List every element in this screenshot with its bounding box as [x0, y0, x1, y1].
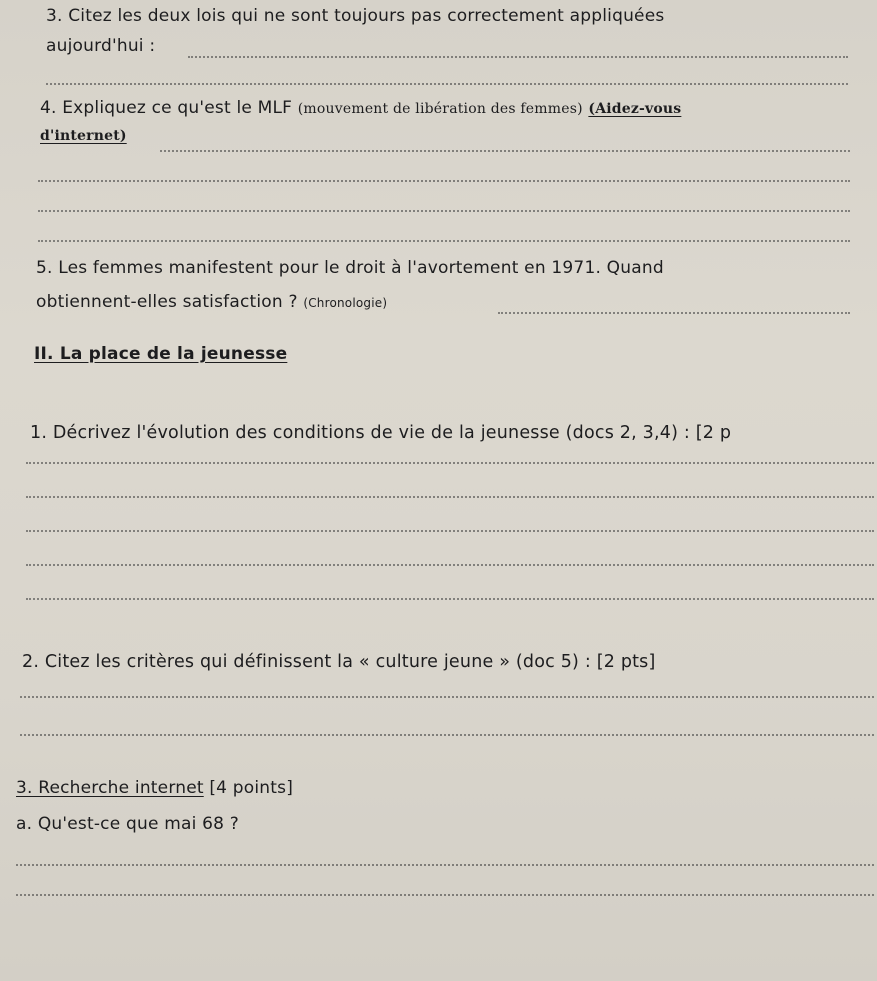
- question-4-parenthetical: (mouvement de libération des femmes): [297, 101, 583, 117]
- answer-line: [188, 56, 848, 58]
- question-5-line2: [36, 292, 387, 312]
- section2-question-3a: a. Qu'est-ce que mai 68 ?: [16, 814, 239, 834]
- section2-question-1: 1. Décrivez l'évolution des conditions de vie de la jeunesse (docs 2, 3,4) : [2 p: [30, 423, 732, 443]
- answer-line: [38, 180, 850, 182]
- answer-line: [46, 83, 848, 85]
- question-4-main: 4. Expliquez ce qu'est le MLF: [40, 98, 293, 118]
- section2-question-3-title: [16, 778, 293, 798]
- answer-line: [26, 462, 874, 464]
- question-4-internet: d'internet): [40, 128, 127, 144]
- section2-question-2: 2. Citez les critères qui définissent la « culture jeune » (doc 5) : [2 pts]: [22, 652, 656, 672]
- answer-line: [38, 240, 850, 242]
- answer-line: [38, 210, 850, 212]
- question-5-note: (Chronologie): [303, 296, 388, 310]
- question-4-line1: [40, 98, 681, 118]
- answer-line: [16, 894, 874, 896]
- answer-line: [20, 734, 874, 736]
- answer-line: [16, 864, 874, 866]
- research-points: [4 points]: [209, 778, 294, 798]
- answer-line: [26, 530, 874, 532]
- answer-line: [160, 150, 850, 152]
- research-title: 3. Recherche internet: [16, 778, 204, 798]
- answer-line: [498, 312, 850, 314]
- question-4-help: (Aidez-vous: [588, 101, 682, 117]
- answer-line: [26, 564, 874, 566]
- answer-line: [26, 598, 874, 600]
- question-3-line1: 3. Citez les deux lois qui ne sont toujours pas correctement appliquées: [46, 6, 665, 26]
- question-5-main: obtiennent-elles satisfaction ?: [36, 292, 298, 312]
- answer-line: [26, 496, 874, 498]
- section-title: II. La place de la jeunesse: [34, 344, 288, 364]
- answer-line: [20, 696, 874, 698]
- question-4-line2: [40, 128, 127, 144]
- question-5-line1: 5. Les femmes manifestent pour le droit à l'avortement en 1971. Quand: [36, 258, 664, 278]
- question-3-line2: aujourd'hui :: [46, 36, 156, 56]
